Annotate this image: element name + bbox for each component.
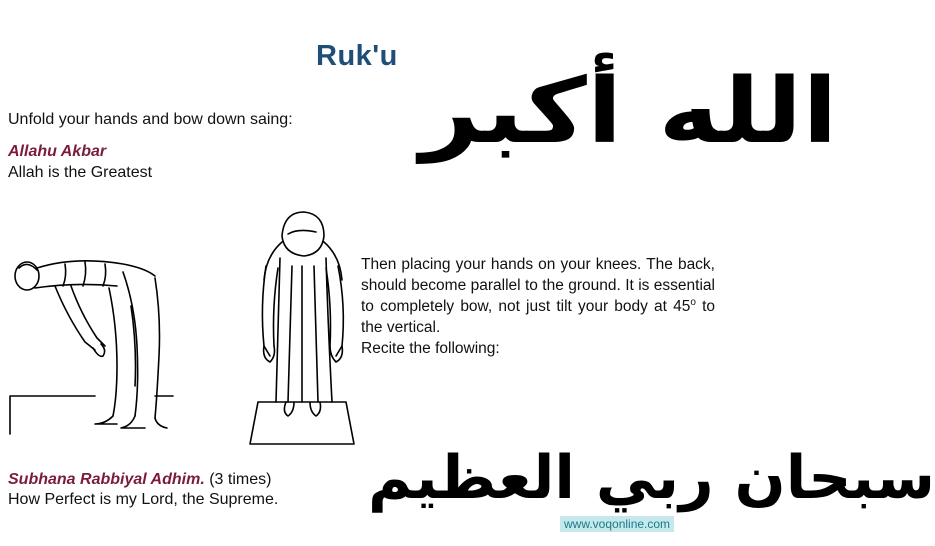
- allahu-akbar-calligraphy: الله أكبر: [420, 59, 838, 164]
- subhana-rabbiyal-adhim-calligraphy: سبحان ربي العظيم: [368, 443, 935, 513]
- tasbih-count: (3 times): [204, 471, 272, 488]
- instructions-text: Then placing your hands on your knees. The back, should become parallel to the ground. It is essential to completely bow, not just tilt your body at 45: [361, 256, 715, 315]
- recite-prompt: Recite the following:: [361, 340, 500, 357]
- allahu-akbar-label: Allahu Akbar: [8, 143, 107, 160]
- instructions-paragraph: [361, 254, 715, 359]
- bowing-man-illustration: [5, 246, 175, 436]
- allahu-akbar-translation: Allah is the Greatest: [8, 164, 153, 181]
- bowing-woman-illustration: [242, 206, 360, 446]
- website-link[interactable]: www.voqonline.com: [560, 516, 674, 532]
- intro-text: Unfold your hands and bow down saing:: [8, 111, 293, 128]
- tasbih-label: Subhana Rabbiyal Adhim.: [8, 471, 205, 488]
- tasbih-translation: How Perfect is my Lord, the Supreme.: [8, 491, 279, 508]
- tasbih-line: [8, 470, 271, 489]
- instructions-text-end: to the vertical.: [361, 298, 715, 336]
- degree-mark: o: [690, 296, 696, 308]
- slide-title: Ruk'u: [316, 40, 398, 72]
